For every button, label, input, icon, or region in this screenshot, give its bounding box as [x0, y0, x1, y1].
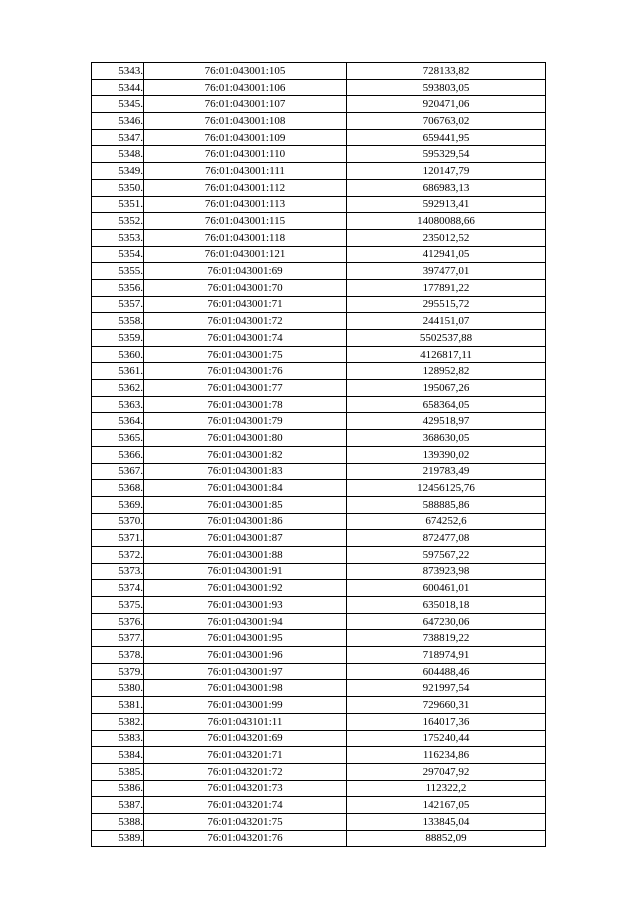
- table-row: [92, 96, 546, 113]
- cadastral-number-cell: 76:01:043001:74: [144, 330, 347, 347]
- table-row: [92, 546, 546, 563]
- table-row: [92, 813, 546, 830]
- cadastral-number-cell: 76:01:043001:88: [144, 546, 347, 563]
- row-number-cell: 5375.: [92, 597, 144, 614]
- row-number-cell: 5363.: [92, 396, 144, 413]
- cadastral-value-cell: 219783,49: [347, 463, 546, 480]
- table-row: [92, 146, 546, 163]
- row-number-cell: 5359.: [92, 330, 144, 347]
- cadastral-value-cell: 133845,04: [347, 813, 546, 830]
- cadastral-value-cell: 595329,54: [347, 146, 546, 163]
- cadastral-value-cell: 120147,79: [347, 163, 546, 180]
- row-number-cell: 5350.: [92, 179, 144, 196]
- row-number-cell: 5368.: [92, 480, 144, 497]
- table-row: [92, 580, 546, 597]
- cadastral-number-cell: 76:01:043001:78: [144, 396, 347, 413]
- cadastral-number-cell: 76:01:043201:73: [144, 780, 347, 797]
- cadastral-number-cell: 76:01:043001:94: [144, 613, 347, 630]
- table-row: [92, 279, 546, 296]
- cadastral-value-cell: 5502537,88: [347, 330, 546, 347]
- cadastral-number-cell: 76:01:043201:71: [144, 747, 347, 764]
- cadastral-number-cell: 76:01:043001:96: [144, 647, 347, 664]
- row-number-cell: 5358.: [92, 313, 144, 330]
- row-number-cell: 5372.: [92, 546, 144, 563]
- cadastral-number-cell: 76:01:043001:93: [144, 597, 347, 614]
- cadastral-value-cell: 139390,02: [347, 446, 546, 463]
- table-row: [92, 363, 546, 380]
- cadastral-number-cell: 76:01:043001:69: [144, 263, 347, 280]
- row-number-cell: 5348.: [92, 146, 144, 163]
- row-number-cell: 5345.: [92, 96, 144, 113]
- row-number-cell: 5381.: [92, 697, 144, 714]
- table-row: [92, 179, 546, 196]
- cadastral-value-cell: 647230,06: [347, 613, 546, 630]
- table-row: [92, 213, 546, 230]
- row-number-cell: 5354.: [92, 246, 144, 263]
- cadastral-value-cell: 686983,13: [347, 179, 546, 196]
- table-row: [92, 163, 546, 180]
- row-number-cell: 5389.: [92, 830, 144, 847]
- cadastral-number-cell: 76:01:043001:86: [144, 513, 347, 530]
- cadastral-value-table: [91, 62, 546, 847]
- table-row: [92, 797, 546, 814]
- row-number-cell: 5351.: [92, 196, 144, 213]
- cadastral-number-cell: 76:01:043001:83: [144, 463, 347, 480]
- table-row: [92, 496, 546, 513]
- cadastral-number-cell: 76:01:043001:98: [144, 680, 347, 697]
- cadastral-value-cell: 658364,05: [347, 396, 546, 413]
- cadastral-value-cell: 600461,01: [347, 580, 546, 597]
- row-number-cell: 5347.: [92, 129, 144, 146]
- row-number-cell: 5365.: [92, 430, 144, 447]
- cadastral-number-cell: 76:01:043001:105: [144, 63, 347, 80]
- table-row: [92, 246, 546, 263]
- cadastral-number-cell: 76:01:043001:70: [144, 279, 347, 296]
- row-number-cell: 5355.: [92, 263, 144, 280]
- cadastral-number-cell: 76:01:043001:109: [144, 129, 347, 146]
- table-row: [92, 413, 546, 430]
- cadastral-number-cell: 76:01:043001:121: [144, 246, 347, 263]
- table-row: [92, 647, 546, 664]
- table-row: [92, 780, 546, 797]
- cadastral-value-cell: 116234,86: [347, 747, 546, 764]
- table-row: [92, 563, 546, 580]
- table-row: [92, 313, 546, 330]
- table-row: [92, 196, 546, 213]
- cadastral-value-cell: 592913,41: [347, 196, 546, 213]
- cadastral-number-cell: 76:01:043001:92: [144, 580, 347, 597]
- cadastral-value-cell: 177891,22: [347, 279, 546, 296]
- cadastral-number-cell: 76:01:043101:11: [144, 713, 347, 730]
- row-number-cell: 5369.: [92, 496, 144, 513]
- row-number-cell: 5373.: [92, 563, 144, 580]
- table-row: [92, 630, 546, 647]
- cadastral-value-cell: 235012,52: [347, 229, 546, 246]
- cadastral-value-cell: 873923,98: [347, 563, 546, 580]
- cadastral-value-cell: 412941,05: [347, 246, 546, 263]
- cadastral-number-cell: 76:01:043001:87: [144, 530, 347, 547]
- row-number-cell: 5370.: [92, 513, 144, 530]
- cadastral-number-cell: 76:01:043201:72: [144, 763, 347, 780]
- cadastral-value-cell: 728133,82: [347, 63, 546, 80]
- row-number-cell: 5386.: [92, 780, 144, 797]
- cadastral-value-cell: 429518,97: [347, 413, 546, 430]
- row-number-cell: 5361.: [92, 363, 144, 380]
- row-number-cell: 5388.: [92, 813, 144, 830]
- cadastral-value-cell: 674252,6: [347, 513, 546, 530]
- table-body: [92, 63, 546, 847]
- row-number-cell: 5356.: [92, 279, 144, 296]
- row-number-cell: 5353.: [92, 229, 144, 246]
- cadastral-value-cell: 175240,44: [347, 730, 546, 747]
- cadastral-number-cell: 76:01:043001:113: [144, 196, 347, 213]
- row-number-cell: 5382.: [92, 713, 144, 730]
- cadastral-number-cell: 76:01:043201:74: [144, 797, 347, 814]
- row-number-cell: 5376.: [92, 613, 144, 630]
- table-row: [92, 346, 546, 363]
- cadastral-number-cell: 76:01:043001:76: [144, 363, 347, 380]
- cadastral-value-cell: 164017,36: [347, 713, 546, 730]
- table-row: [92, 763, 546, 780]
- table-row: [92, 730, 546, 747]
- table-row: [92, 79, 546, 96]
- row-number-cell: 5377.: [92, 630, 144, 647]
- table-row: [92, 463, 546, 480]
- row-number-cell: 5362.: [92, 380, 144, 397]
- table-row: [92, 613, 546, 630]
- cadastral-number-cell: 76:01:043001:95: [144, 630, 347, 647]
- cadastral-number-cell: 76:01:043001:75: [144, 346, 347, 363]
- cadastral-number-cell: 76:01:043001:106: [144, 79, 347, 96]
- row-number-cell: 5346.: [92, 113, 144, 130]
- cadastral-value-cell: 4126817,11: [347, 346, 546, 363]
- table-row: [92, 296, 546, 313]
- row-number-cell: 5349.: [92, 163, 144, 180]
- cadastral-value-cell: 368630,05: [347, 430, 546, 447]
- row-number-cell: 5364.: [92, 413, 144, 430]
- table-row: [92, 663, 546, 680]
- table-row: [92, 129, 546, 146]
- row-number-cell: 5374.: [92, 580, 144, 597]
- cadastral-value-cell: 872477,08: [347, 530, 546, 547]
- cadastral-number-cell: 76:01:043001:72: [144, 313, 347, 330]
- cadastral-value-cell: 604488,46: [347, 663, 546, 680]
- table-row: [92, 713, 546, 730]
- cadastral-value-cell: 397477,01: [347, 263, 546, 280]
- cadastral-value-cell: 738819,22: [347, 630, 546, 647]
- cadastral-number-cell: 76:01:043001:91: [144, 563, 347, 580]
- table-row: [92, 530, 546, 547]
- row-number-cell: 5384.: [92, 747, 144, 764]
- cadastral-value-cell: 659441,95: [347, 129, 546, 146]
- cadastral-value-cell: 597567,22: [347, 546, 546, 563]
- table-row: [92, 480, 546, 497]
- cadastral-number-cell: 76:01:043201:75: [144, 813, 347, 830]
- table-row: [92, 380, 546, 397]
- cadastral-value-cell: 921997,54: [347, 680, 546, 697]
- table-row: [92, 513, 546, 530]
- table-row: [92, 446, 546, 463]
- table-row: [92, 430, 546, 447]
- table-row: [92, 680, 546, 697]
- row-number-cell: 5379.: [92, 663, 144, 680]
- row-number-cell: 5383.: [92, 730, 144, 747]
- row-number-cell: 5344.: [92, 79, 144, 96]
- cadastral-number-cell: 76:01:043001:99: [144, 697, 347, 714]
- cadastral-value-cell: 718974,91: [347, 647, 546, 664]
- cadastral-number-cell: 76:01:043001:112: [144, 179, 347, 196]
- table-row: [92, 597, 546, 614]
- cadastral-number-cell: 76:01:043001:79: [144, 413, 347, 430]
- cadastral-number-cell: 76:01:043001:97: [144, 663, 347, 680]
- cadastral-value-cell: 729660,31: [347, 697, 546, 714]
- row-number-cell: 5357.: [92, 296, 144, 313]
- cadastral-number-cell: 76:01:043201:76: [144, 830, 347, 847]
- table-row: [92, 396, 546, 413]
- table-row: [92, 830, 546, 847]
- cadastral-value-cell: 142167,05: [347, 797, 546, 814]
- table-row: [92, 263, 546, 280]
- row-number-cell: 5385.: [92, 763, 144, 780]
- cadastral-number-cell: 76:01:043001:85: [144, 496, 347, 513]
- cadastral-number-cell: 76:01:043001:118: [144, 229, 347, 246]
- table-row: [92, 113, 546, 130]
- row-number-cell: 5378.: [92, 647, 144, 664]
- row-number-cell: 5387.: [92, 797, 144, 814]
- cadastral-value-cell: 12456125,76: [347, 480, 546, 497]
- cadastral-number-cell: 76:01:043001:71: [144, 296, 347, 313]
- cadastral-value-cell: 88852,09: [347, 830, 546, 847]
- cadastral-value-cell: 14080088,66: [347, 213, 546, 230]
- cadastral-number-cell: 76:01:043001:110: [144, 146, 347, 163]
- cadastral-value-cell: 593803,05: [347, 79, 546, 96]
- cadastral-value-cell: 635018,18: [347, 597, 546, 614]
- row-number-cell: 5360.: [92, 346, 144, 363]
- cadastral-value-cell: 244151,07: [347, 313, 546, 330]
- cadastral-number-cell: 76:01:043201:69: [144, 730, 347, 747]
- table-row: [92, 229, 546, 246]
- cadastral-value-cell: 706763,02: [347, 113, 546, 130]
- table-row: [92, 63, 546, 80]
- cadastral-number-cell: 76:01:043001:107: [144, 96, 347, 113]
- cadastral-value-cell: 128952,82: [347, 363, 546, 380]
- row-number-cell: 5380.: [92, 680, 144, 697]
- cadastral-value-cell: 195067,26: [347, 380, 546, 397]
- cadastral-value-cell: 297047,92: [347, 763, 546, 780]
- cadastral-value-cell: 112322,2: [347, 780, 546, 797]
- row-number-cell: 5371.: [92, 530, 144, 547]
- cadastral-number-cell: 76:01:043001:84: [144, 480, 347, 497]
- cadastral-number-cell: 76:01:043001:115: [144, 213, 347, 230]
- row-number-cell: 5367.: [92, 463, 144, 480]
- table-row: [92, 697, 546, 714]
- cadastral-number-cell: 76:01:043001:82: [144, 446, 347, 463]
- table-row: [92, 747, 546, 764]
- cadastral-value-cell: 588885,86: [347, 496, 546, 513]
- cadastral-number-cell: 76:01:043001:77: [144, 380, 347, 397]
- cadastral-value-cell: 295515,72: [347, 296, 546, 313]
- document-page: [91, 62, 543, 847]
- cadastral-number-cell: 76:01:043001:80: [144, 430, 347, 447]
- row-number-cell: 5352.: [92, 213, 144, 230]
- row-number-cell: 5366.: [92, 446, 144, 463]
- row-number-cell: 5343.: [92, 63, 144, 80]
- cadastral-number-cell: 76:01:043001:111: [144, 163, 347, 180]
- cadastral-number-cell: 76:01:043001:108: [144, 113, 347, 130]
- table-row: [92, 330, 546, 347]
- cadastral-value-cell: 920471,06: [347, 96, 546, 113]
